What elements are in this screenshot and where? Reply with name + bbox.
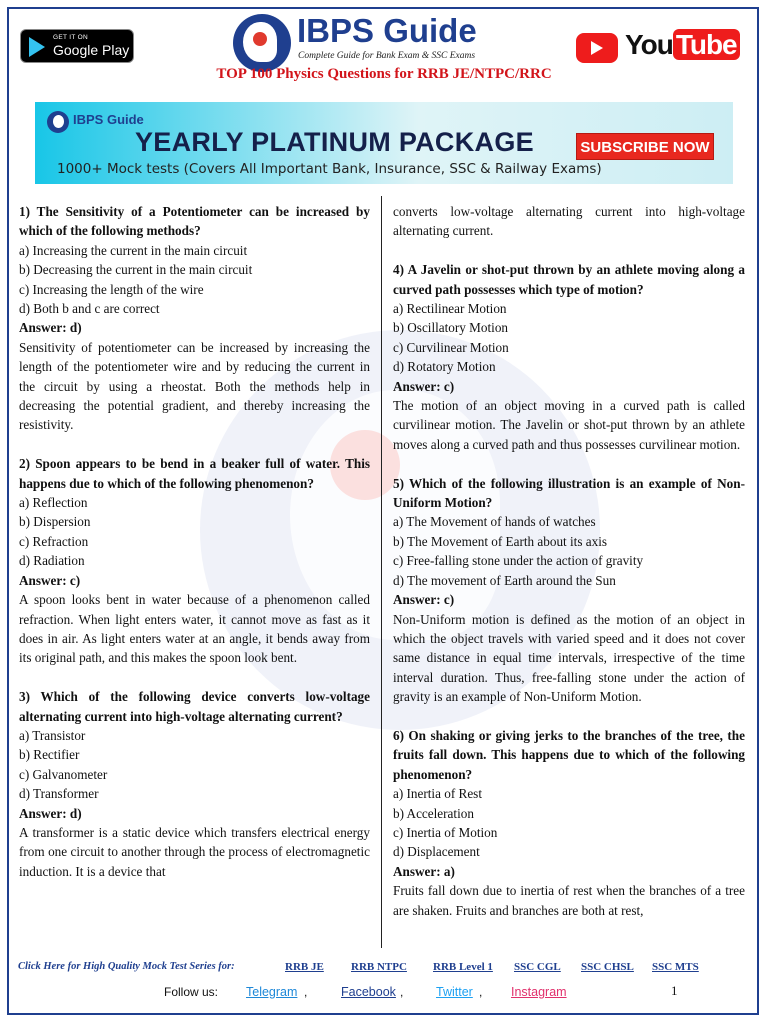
youtube-icon[interactable] — [576, 33, 618, 63]
banner-title: YEARLY PLATINUM PACKAGE — [135, 127, 534, 157]
q1-option-b: b) Decreasing the current in the main circuit — [19, 262, 253, 278]
google-play-badge[interactable] — [20, 29, 134, 63]
q5-option-b: b) The Movement of Earth about its axis — [393, 533, 608, 549]
q6-option-c: c) Inertia of Motion — [393, 824, 498, 840]
banner-subtitle: 1000+ Mock tests (Covers All Important Bank, Insurance, SSC & Railway Exams) — [57, 161, 602, 177]
q2-option-d: d) Radiation — [19, 553, 85, 569]
right-column — [393, 202, 745, 920]
mock-test-label: Click Here for High Quality Mock Test Series for: — [18, 961, 235, 972]
link-facebook[interactable]: Facebook — [341, 985, 396, 999]
column-divider — [381, 196, 382, 948]
q4-option-d: d) Rotatory Motion — [393, 359, 496, 375]
link-twitter[interactable]: Twitter — [436, 985, 473, 999]
q1-option-a: a) Increasing the current in the main circuit — [19, 242, 248, 258]
brand-name: IBPS Guide — [297, 12, 477, 49]
q1-option-c: c) Increasing the length of the wire — [19, 281, 204, 297]
q6-option-b: b) Acceleration — [393, 805, 474, 821]
google-play-icon — [29, 37, 45, 57]
q4-option-c: c) Curvilinear Motion — [393, 339, 509, 355]
q6-explanation: Fruits fall down due to inertia of rest when the branches of a tree are shaken. Fruits and branches are both at rest, — [393, 883, 745, 918]
link-rrb-level-1[interactable]: RRB Level 1 — [433, 961, 493, 973]
separator: , — [304, 985, 308, 999]
q3-option-a: a) Transistor — [19, 727, 86, 743]
link-ssc-mts[interactable]: SSC MTS — [652, 961, 699, 973]
google-play-label: Google Play — [53, 42, 130, 58]
follow-us-label: Follow us: — [164, 985, 219, 999]
q2-option-a: a) Reflection — [19, 495, 88, 511]
q4-answer: Answer: c) — [393, 378, 455, 394]
q1-option-d: d) Both b and c are correct — [19, 301, 160, 317]
separator: , — [400, 985, 404, 999]
google-play-small-text: GET IT ON — [53, 34, 88, 41]
q4-explanation: The motion of an object moving in a curved path is called curvilinear motion. The Javelin or shot-put thrown by an athlete moves along a curved path and thus possesses curvilinear motion. — [393, 398, 745, 452]
q2-option-c: c) Refraction — [19, 533, 89, 549]
link-ssc-cgl[interactable]: SSC CGL — [514, 961, 561, 973]
banner-brand: IBPS Guide — [73, 112, 144, 127]
gear-icon — [253, 32, 267, 46]
q5-answer: Answer: c) — [393, 592, 455, 608]
q1-answer: Answer: d) — [19, 320, 82, 336]
question-4: 4) A Javelin or shot-put thrown by an athlete moving along a curved path possesses which type of motion? — [393, 262, 745, 297]
document-title: TOP 100 Physics Questions for RRB JE/NTPC/RRC — [216, 66, 552, 82]
q3-option-d: d) Transformer — [19, 786, 99, 802]
q3-option-c: c) Galvanometer — [19, 766, 108, 782]
brand-tagline: Complete Guide for Bank Exam & SSC Exams — [298, 51, 476, 61]
question-3: 3) Which of the following device converts low-voltage alternating current into high-voltage alternating current? — [19, 689, 370, 724]
platinum-package-banner[interactable] — [35, 102, 733, 184]
question-5: 5) Which of the following illustration is an example of Non-Uniform Motion? — [393, 475, 745, 511]
link-rrb-ntpc[interactable]: RRB NTPC — [351, 961, 407, 973]
subscribe-now-button[interactable]: SUBSCRIBE NOW — [576, 133, 714, 160]
question-2: 2) Spoon appears to be bend in a beaker full of water. This happens due to which of the following phenomenon? — [19, 456, 370, 491]
link-instagram[interactable]: Instagram — [511, 985, 567, 999]
q3-answer: Answer: d) — [19, 805, 82, 821]
youtube-you: You — [625, 29, 673, 60]
q3-explanation-continued: converts low-voltage alternating current into high-voltage alternating current. — [393, 204, 745, 239]
q5-option-a: a) The Movement of hands of watches — [393, 514, 596, 530]
question-6: 6) On shaking or giving jerks to the branches of the tree, the fruits fall down. This happens due to which of the following phenomenon? — [393, 727, 745, 782]
page-number: 1 — [671, 983, 678, 998]
q5-explanation: Non-Uniform motion is defined as the motion of an object in which the object travels with varied speed and it does not cover same distance in equal time intervals, irrespective of the time interval duration. Thus, free-falling stone under the action of gravity is an example of Non-Uniform Motion. — [393, 611, 745, 705]
left-column — [19, 202, 370, 881]
separator: , — [479, 985, 483, 999]
youtube-wordmark[interactable] — [625, 29, 740, 61]
q5-option-d: d) The movement of Earth around the Sun — [393, 572, 616, 588]
youtube-tube: Tube — [673, 29, 740, 60]
q5-option-c: c) Free-falling stone under the action of gravity — [393, 553, 644, 569]
q6-option-d: d) Displacement — [393, 844, 480, 860]
play-icon — [591, 41, 603, 55]
q4-option-a: a) Rectilinear Motion — [393, 301, 507, 317]
q4-option-b: b) Oscillatory Motion — [393, 320, 509, 336]
question-1: 1) The Sensitivity of a Potentiometer can be increased by which of the following methods? — [19, 204, 370, 239]
q6-option-a: a) Inertia of Rest — [393, 786, 482, 802]
q3-explanation: A transformer is a static device which transfers electrical energy from one circuit to another through the process of electromagnetic induction. It is a device that — [19, 824, 370, 879]
ibps-guide-logo-icon — [233, 14, 291, 72]
q6-answer: Answer: a) — [393, 863, 455, 879]
q2-explanation: A spoon looks bent in water because of a phenomenon called refraction. When light enters water, it cannot move as fast as it does in air. As light enters water at an angle, it bends away from its original path, and this makes the spoon look bent. — [19, 592, 370, 666]
q2-answer: Answer: c) — [19, 572, 81, 588]
link-ssc-chsl[interactable]: SSC CHSL — [581, 961, 634, 973]
banner-logo-icon — [47, 111, 69, 133]
q3-option-b: b) Rectifier — [19, 747, 80, 763]
link-telegram[interactable]: Telegram — [246, 985, 298, 999]
link-rrb-je[interactable]: RRB JE — [285, 961, 324, 973]
q2-option-b: b) Dispersion — [19, 514, 91, 530]
q1-explanation: Sensitivity of potentiometer can be increased by increasing the length of the potentiometer wire and by reducing the current in the circuit by using a rheostat. Both the methods help in decreasing the potential gradient, and thereby increasing the resistivity. — [19, 339, 370, 433]
